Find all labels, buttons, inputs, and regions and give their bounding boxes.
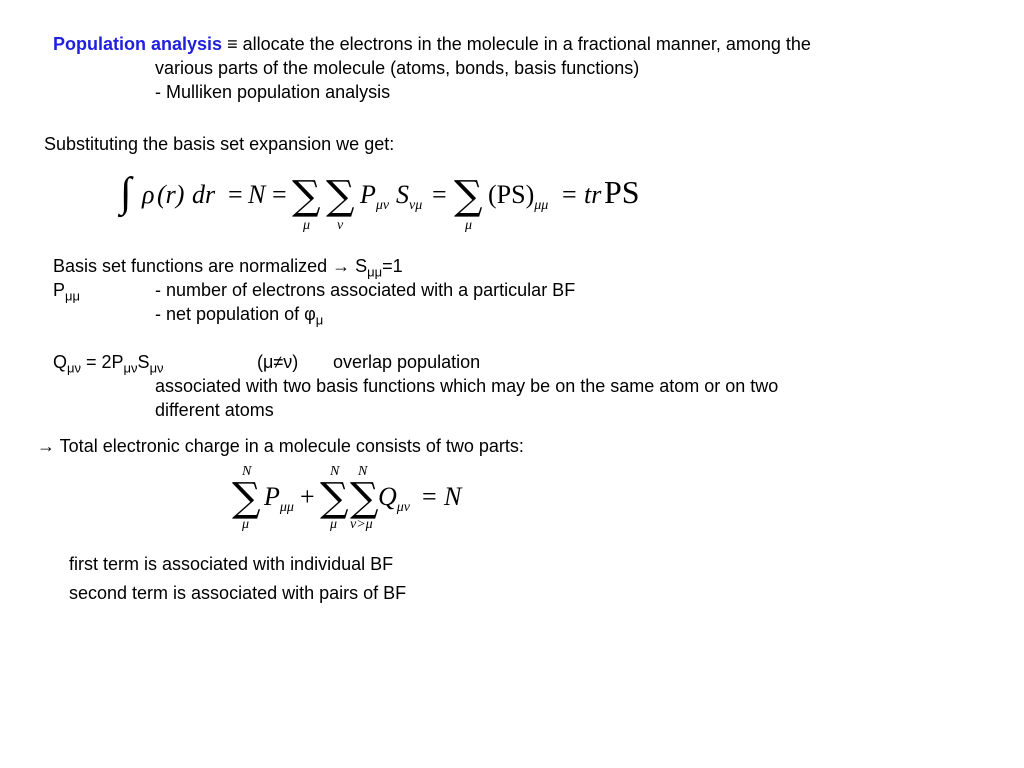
substituting-text: Substituting the basis set expansion we get: — [44, 134, 395, 154]
intro-line-3: - Mulliken population analysis — [155, 82, 391, 102]
rho-symbol: ρ — [142, 180, 155, 209]
P-description: - number of electrons associated with a particular BF — [155, 280, 576, 300]
P-mu-mu-label: $P_{\mu\mu}$ — [53, 280, 80, 304]
limit-mu-b: μ — [330, 517, 338, 532]
equals-3: = — [432, 180, 447, 209]
total-charge-line: → Total electronic charge in a molecule consists of two parts: — [37, 436, 524, 456]
dr: dr — [192, 180, 216, 209]
plus-sign: + — [300, 482, 315, 511]
section-title: Population analysis — [53, 34, 223, 54]
sum-mu-b: ∑ — [320, 475, 349, 521]
P-symbol: $P_{\mu\nu}$ — [360, 180, 390, 213]
upper-N-3: N — [358, 464, 368, 479]
limit-mu-a: μ — [242, 517, 250, 532]
overlap-desc-2: different atoms — [155, 400, 274, 420]
sum-mu-2: ∑ — [454, 173, 483, 219]
intro-line-1 — [53, 32, 811, 56]
PS-term: $(PS)_{\mu\mu}$ — [488, 180, 549, 213]
N-symbol: N — [248, 180, 266, 209]
limit-mu-2: μ — [465, 218, 473, 233]
overlap-label: overlap population — [333, 352, 481, 372]
equals-4: = — [562, 180, 577, 209]
Q-mu-nu: $Q_{\mu\nu}$ — [378, 482, 411, 515]
arrow-icon: → — [332, 256, 351, 276]
definition-text: allocate the electrons in the molecule in a fractional manner, among the — [237, 34, 811, 54]
limit-nu: ν — [337, 218, 344, 233]
P-mu-mu: $P_{\mu\mu}$ — [264, 482, 294, 515]
S-symbol: $S_{\nu\mu}$ — [396, 180, 423, 213]
limit-mu: μ — [303, 218, 311, 233]
upper-N-1: N — [242, 464, 252, 479]
equals-sign: = — [422, 482, 437, 511]
trace-symbol: tr — [584, 180, 602, 209]
arrow-icon: → — [37, 436, 55, 456]
net-population-line: - net population of $\varphi_\mu$ — [155, 304, 324, 328]
equals-2: = — [272, 180, 287, 209]
second-term-text: second term is associated with pairs of BF — [69, 583, 407, 603]
equation-1 — [120, 170, 680, 240]
N-total: N — [444, 482, 462, 511]
equation-2 — [228, 462, 488, 534]
sum-nu-gt-mu: ∑ — [350, 475, 379, 521]
sum-mu-mu: ∑ — [232, 475, 261, 521]
equals-1: = — [228, 180, 243, 209]
upper-N-2: N — [330, 464, 340, 479]
overlap-formula: $Q_{\mu\nu} = 2P_{\mu\nu}S_{\mu\nu}$ — [53, 352, 164, 376]
overlap-desc-1: associated with two basis functions which may be on the same atom or on two — [155, 376, 779, 396]
overlap-condition: (μ≠ν) — [257, 352, 299, 372]
normalized-line: Basis set functions are normalized → $S_{\mu\mu}=1$ — [53, 256, 403, 280]
sum-nu: ∑ — [326, 173, 355, 219]
definition-symbol: ≡ — [227, 34, 238, 54]
PS-product: PS — [604, 174, 640, 210]
intro-line-2: various parts of the molecule (atoms, bonds, basis functions) — [155, 58, 640, 78]
first-term-text: first term is associated with individual BF — [69, 554, 394, 574]
limit-nu-gt-mu: ν>μ — [350, 517, 373, 532]
sum-mu: ∑ — [292, 173, 321, 219]
integral-sign: ∫ — [120, 170, 132, 216]
paren-r: (r) — [157, 180, 185, 209]
